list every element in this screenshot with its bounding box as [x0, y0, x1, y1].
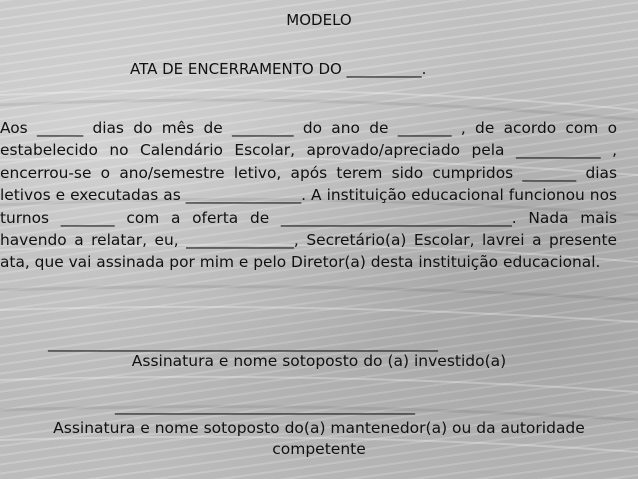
signature-line-mantenedor: ________________________________________	[115, 397, 415, 415]
signature-label-mantenedor-line1: Assinatura e nome sotoposto do(a) mantenedor(a) ou da autoridade	[53, 419, 585, 437]
signature-label-mantenedor	[0, 418, 638, 460]
ata-paragraph: Aos ______ dias do mês de ________ do ano de _______ , de acordo com o estabelecido no Calendário Escolar, aprovado/apreciado pela ___________ , encerrou-se o ano/semestre letivo, após terem sido cumpridos _______ dias letivos e executadas as _______________. A instituição educacional funcionou nos turnos _______ com a oferta de ______________________________. Nada mais havendo a relatar, eu, ______________, Secretário(a) Escolar, lavrei a presente ata, que vai assinada por mim e pelo Diretor(a) desta instituição educacional.	[0, 119, 617, 272]
page-title: MODELO	[286, 11, 352, 29]
document-subtitle: ATA DE ENCERRAMENTO DO __________.	[130, 60, 427, 78]
signature-label-investido: Assinatura e nome sotoposto do (a) investido(a)	[131, 352, 507, 370]
signature-line-investido: ____________________________________________________	[48, 334, 438, 352]
signature-label-mantenedor-line2: competente	[272, 440, 366, 458]
